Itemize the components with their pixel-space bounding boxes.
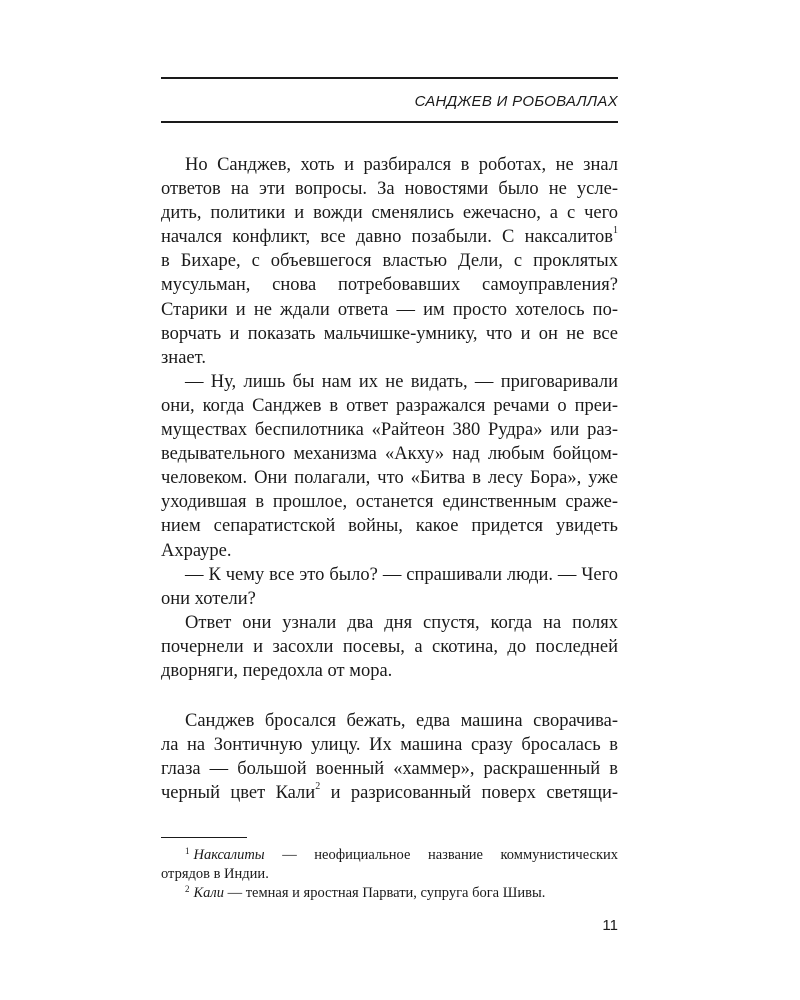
running-title: САНДЖЕВ И РОБОВАЛЛАХ [414,93,618,110]
text-line: — Ну, лишь бы нам их не видать, — приговаривали [185,371,618,392]
text-line: Старики и не ждали ответа — им просто хотелось по- [161,299,618,320]
text-line: человеком. Они полагали, что «Битва в лесу Бора», уже [161,468,618,489]
footnote-ref-2: 2 [315,781,321,793]
main-text-block-1 [161,153,618,683]
footnote-1-continuation: отрядов в Индии. [161,866,269,883]
footnote-separator [161,837,247,838]
footnote-term: Наксалиты [193,847,265,863]
text-line: ворчать и показать мальчишке-умнику, что и он не все [161,323,618,344]
text-line: они, когда Санджев в ответ разражался речами о преи- [161,395,618,416]
text-line: ответов на эти вопросы. За новостями было не усле- [161,179,618,200]
footnote-ref-1: 1 [613,225,618,237]
text-line: они хотели? [161,588,256,609]
text-line: знает. [161,347,206,368]
text-line: в Бихаре, с объевшегося властью Дели, с проклятых [161,251,618,272]
footnote-text: — темная и яростная Парвати, супруга бога Шивы. [227,885,546,902]
text-line: Ответ они узнали два дня спустя, когда на полях [185,612,618,633]
text-line: ведывательного механизма «Акху» над любым бойцом- [161,444,618,465]
footnote-text: — неофициальное название коммунистических [282,847,619,863]
text-line: муществах беспилотника «Райтеон 380 Рудра» или раз- [161,420,618,441]
page-number: 11 [602,917,618,934]
text-line: — К чему все это было? — спрашивали люди. — Чего [185,564,618,585]
footnote-number: 2 [185,884,190,895]
text-line-with-note [161,225,618,249]
footnote-term: Кали [193,885,224,902]
text-line-with-note [161,781,618,805]
footnote-number: 1 [185,846,190,856]
text-line: Ахрауре. [161,540,232,561]
text-line: почернели и засохли посевы, а скотина, до последней [161,636,618,657]
footnotes [161,846,618,904]
main-text-block-2 [161,709,618,805]
text-line: нием сепаратистской войны, какое придется увидеть [161,516,618,537]
text-line: уходившая в прошлое, останется единственным сраже- [161,492,618,513]
running-header [161,77,618,123]
text-line: дить, политики и вожди сменялись ежечасно, а с чего [161,203,618,224]
text-line: мусульман, снова потребовавших самоуправления? [161,275,618,296]
footnote-1 [161,846,618,865]
text-line: глаза — большой военный «хаммер», раскрашенный в [161,759,618,780]
footnote-2 [161,884,618,903]
text-line: ла на Зонтичную улицу. Их машина сразу бросалась в [161,735,618,756]
text-line: дворняги, передохла от мора. [161,660,393,681]
text-fragment: черный цвет Кали [161,783,316,804]
text-line: начался конфликт, все давно позабыли. С наксалитов [161,227,613,248]
text-fragment: и разрисованный поверх светящи- [330,783,619,804]
text-line: Но Санджев, хоть и разбирался в роботах, не знал [185,155,618,175]
text-line: Санджев бросался бежать, едва машина сворачива- [185,711,618,731]
